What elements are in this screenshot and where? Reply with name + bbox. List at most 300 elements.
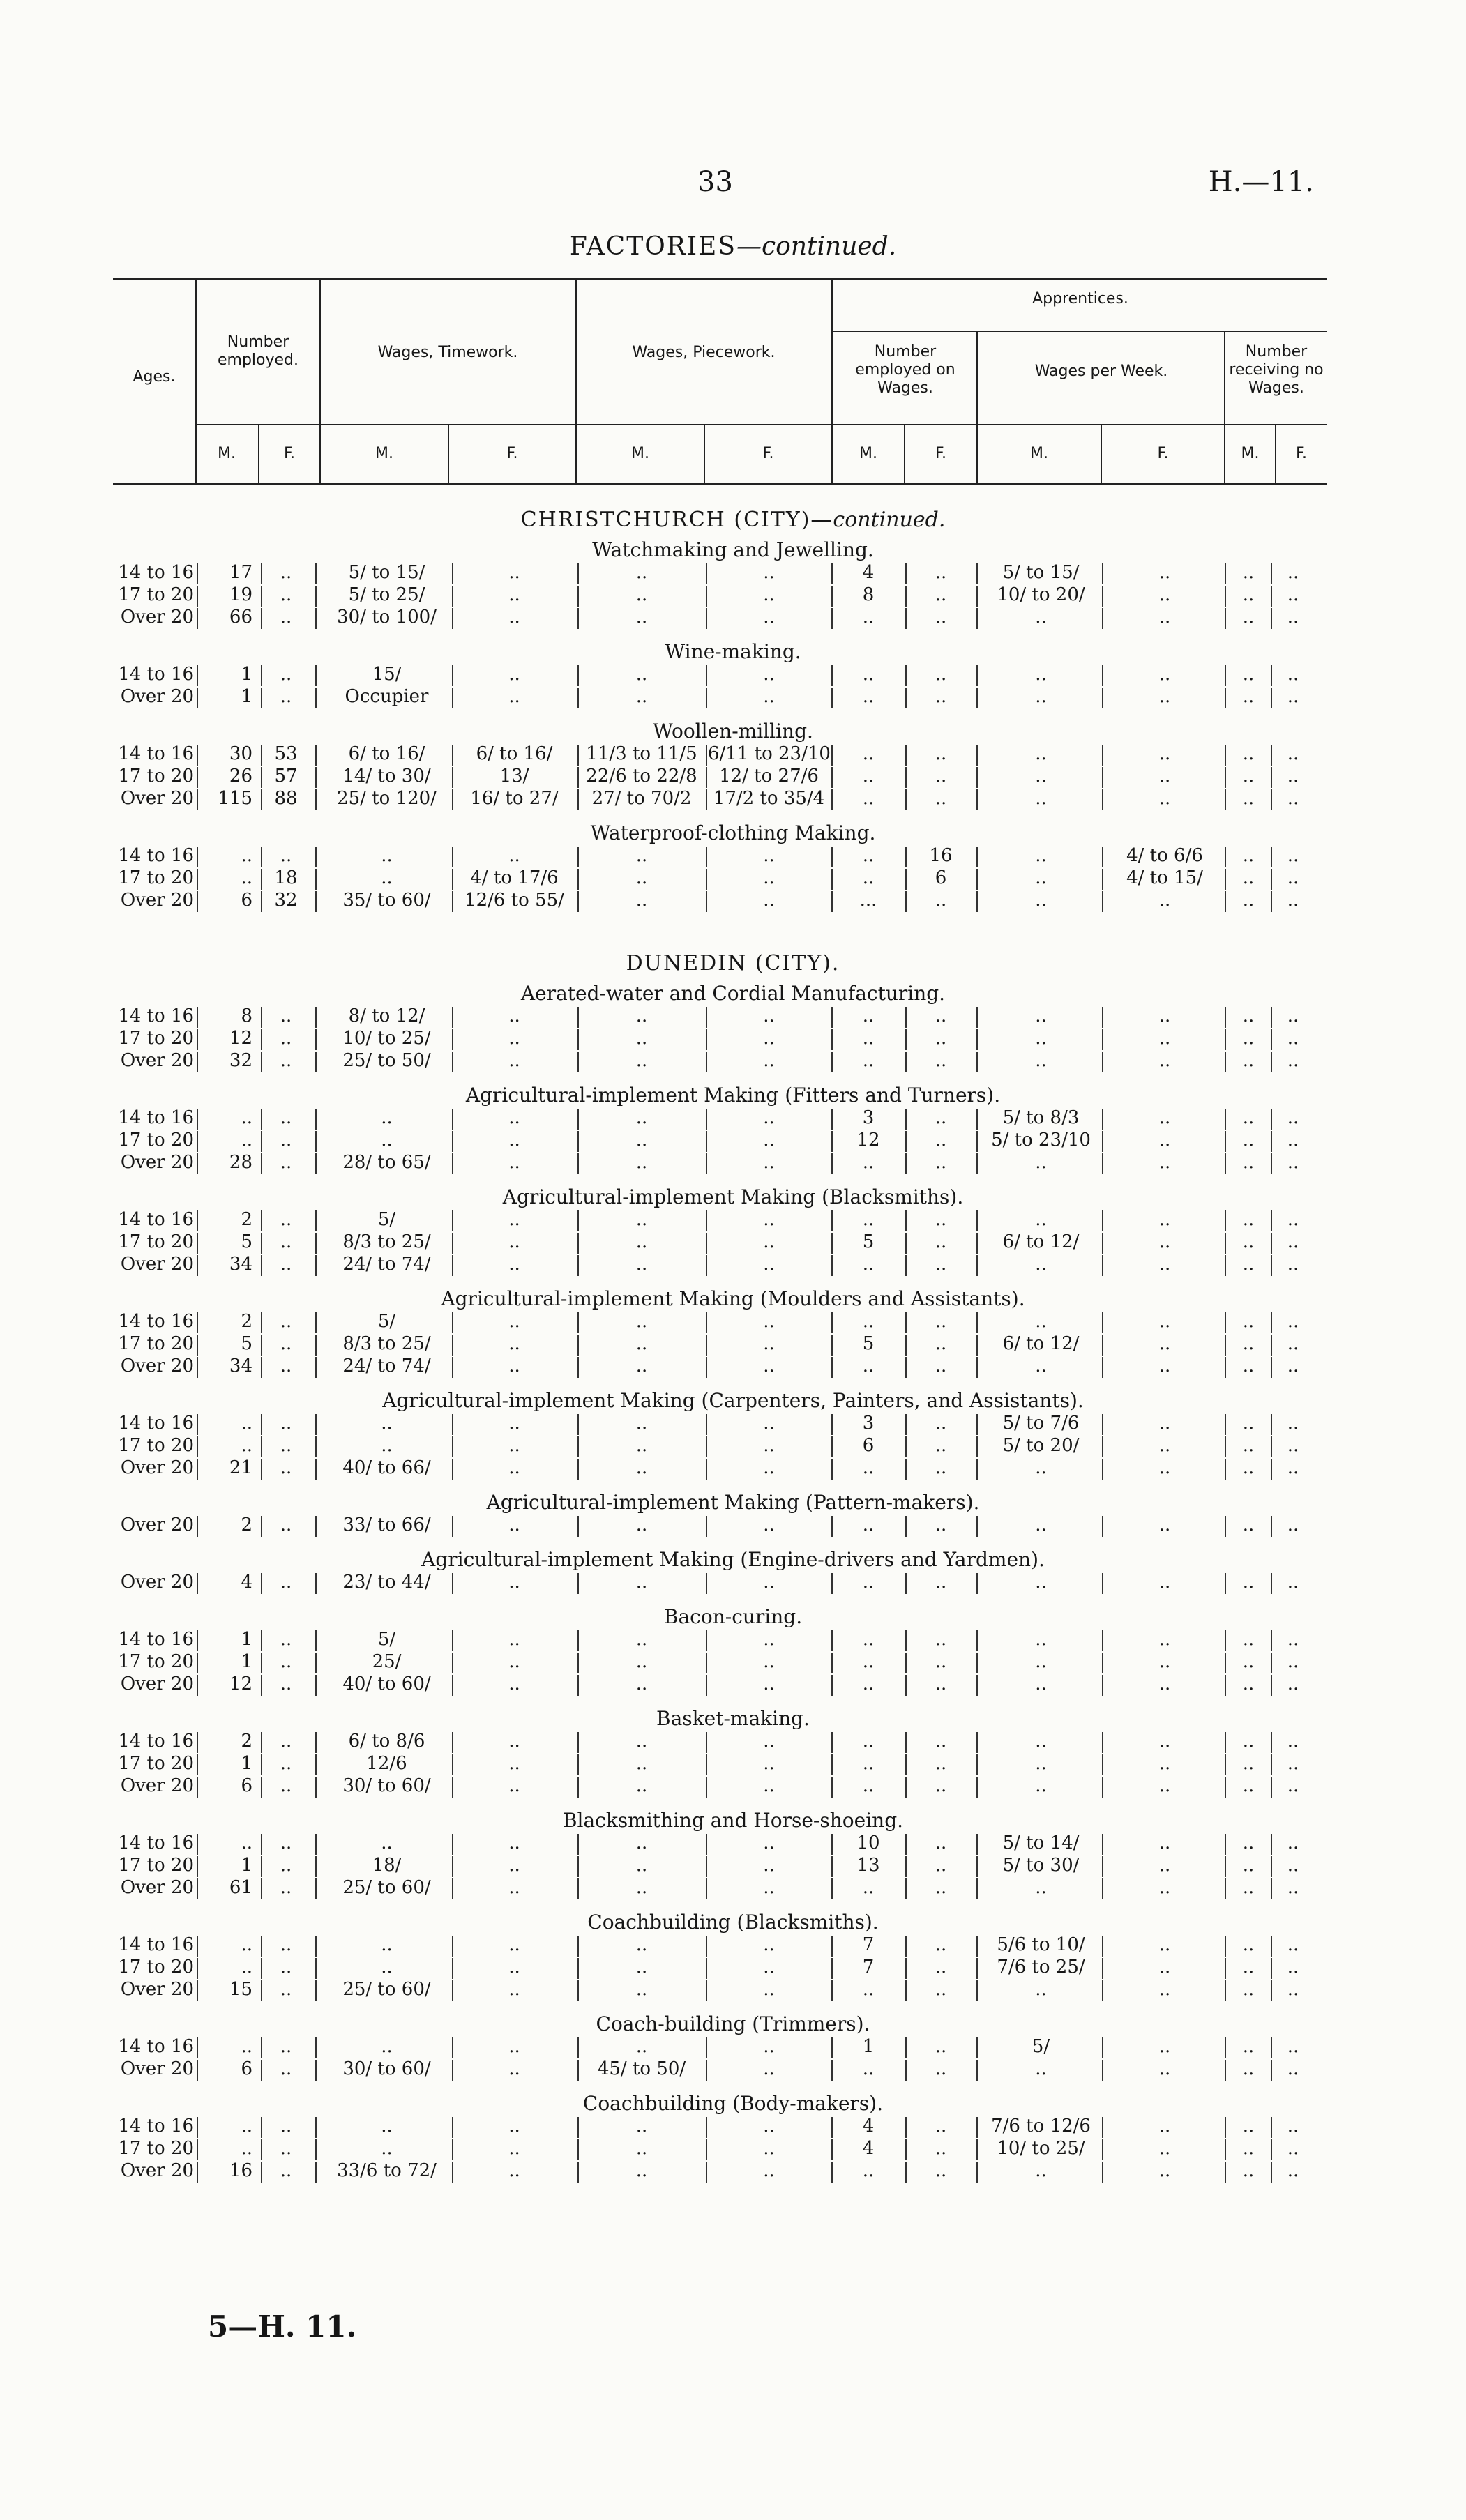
col-apprentices-wages-per-week: Wages per Week. (1034, 363, 1168, 380)
section-heading-text: Woollen-milling. (653, 720, 813, 743)
column-rule (315, 1312, 317, 1333)
cell-number-male: 8 (241, 1005, 252, 1026)
cell-age: Over 20 (120, 1152, 194, 1173)
column-rule (261, 1653, 262, 1673)
column-rule (452, 1335, 453, 1356)
cell-apprentices-female: .. (935, 766, 947, 787)
column-rule (1102, 1573, 1103, 1594)
column-rule (976, 1335, 978, 1356)
cell-piecework-female: .. (763, 664, 775, 685)
cell-timework-female: .. (508, 1435, 520, 1456)
cell-age: 14 to 16 (118, 664, 194, 685)
section-heading-text: Agricultural-implement Making (Pattern-makers). (486, 1491, 980, 1514)
column-rule (452, 1109, 453, 1130)
cell-apprentice-wages-female: .. (1158, 1413, 1171, 1434)
cell-piecework-male: .. (635, 1152, 648, 1173)
table-row (0, 1651, 1466, 1673)
cell-apprentices-female: .. (935, 2036, 947, 2057)
column-rule (905, 1052, 907, 1072)
column-rule (1102, 1653, 1103, 1673)
column-rule (261, 869, 262, 890)
column-rule (1225, 665, 1226, 686)
column-rule (452, 767, 453, 788)
cell-piecework-female: .. (763, 890, 775, 911)
column-rule (706, 1573, 707, 1594)
column-rule (1271, 1653, 1272, 1673)
column-rule (197, 1878, 198, 1899)
cell-apprentices-male: 7 (862, 1934, 875, 1955)
cell-timework-female: .. (508, 1753, 520, 1774)
column-rule (315, 891, 317, 912)
column-rule (1271, 1516, 1272, 1537)
cell-apprentices-female: .. (935, 1231, 947, 1252)
cell-number-male: .. (241, 2116, 252, 2136)
cell-no-wages-male: .. (1242, 1673, 1255, 1694)
column-rule (1102, 789, 1103, 810)
cell-apprentice-wages-male: .. (1035, 1209, 1047, 1230)
column-rule (452, 586, 453, 607)
column-rule (1225, 1153, 1226, 1174)
column-rule (261, 767, 262, 788)
cell-apprentice-wages-male: 6/ to 12/ (1002, 1231, 1080, 1252)
cell-apprentice-wages-female: .. (1158, 664, 1171, 685)
cell-apprentices-female: .. (935, 664, 947, 685)
cell-number-male: 6 (241, 1775, 252, 1796)
cell-piecework-male: .. (635, 584, 648, 605)
column-rule (1271, 2162, 1272, 2183)
column-rule (577, 847, 579, 867)
cell-no-wages-male: .. (1242, 1152, 1255, 1173)
cell-piecework-female: .. (763, 1673, 775, 1694)
column-rule (1225, 1357, 1226, 1378)
section-heading-text: DUNEDIN (CITY). (626, 951, 840, 976)
column-rule (706, 563, 707, 584)
column-rule (315, 688, 317, 708)
column-rule (197, 1459, 198, 1480)
column-rule (905, 1459, 907, 1480)
cell-number-male: 1 (241, 1855, 252, 1876)
column-rule (261, 1936, 262, 1957)
cell-apprentices-female: .. (935, 686, 947, 707)
column-rule (706, 847, 707, 867)
cell-age: Over 20 (120, 1254, 194, 1275)
cell-timework-male: 33/6 to 72/ (337, 2160, 437, 2181)
table-row (0, 1629, 1466, 1651)
column-rule (1271, 1459, 1272, 1480)
section-heading (0, 1809, 1466, 1832)
column-rule (905, 1007, 907, 1028)
cell-apprentices-female: .. (935, 607, 947, 628)
cell-apprentice-wages-female: .. (1158, 1130, 1171, 1151)
cell-number-female: .. (280, 562, 292, 583)
cell-no-wages-male: .. (1242, 2036, 1255, 2057)
column-rule (831, 1312, 833, 1333)
cell-number-male: 6 (241, 2058, 252, 2079)
cell-timework-male: 5/ to 15/ (348, 562, 425, 583)
column-rule (706, 1732, 707, 1753)
column-rule (577, 1732, 579, 1753)
cell-piecework-female: .. (763, 686, 775, 707)
column-rule (1271, 665, 1272, 686)
cell-age: 17 to 20 (118, 1333, 194, 1354)
column-rule (1225, 1233, 1226, 1254)
cell-piecework-female: .. (763, 562, 775, 583)
cell-no-wages-female: .. (1287, 1254, 1299, 1275)
column-rule (1271, 1573, 1272, 1594)
section-heading-text: Agricultural-implement Making (Moulders and Assistants). (441, 1287, 1025, 1310)
table-row (0, 1855, 1466, 1877)
cell-apprentice-wages-male: .. (1035, 1515, 1047, 1535)
column-rule (197, 1732, 198, 1753)
cell-no-wages-female: .. (1287, 1629, 1299, 1650)
footer-reference: 5—H. 11. (208, 2309, 357, 2344)
cell-timework-male: 24/ to 74/ (342, 1356, 431, 1376)
column-rule (197, 1414, 198, 1435)
column-rule (197, 847, 198, 867)
cell-apprentices-male: 6 (862, 1435, 875, 1456)
column-rule (197, 608, 198, 629)
column-rule (315, 2060, 317, 2081)
cell-apprentice-wages-male: 5/ (1032, 2036, 1050, 2057)
cell-timework-male: 5/ (377, 1629, 396, 1650)
cell-apprentice-wages-male: .. (1035, 1457, 1047, 1478)
column-rule (831, 1732, 833, 1753)
column-rule (905, 1516, 907, 1537)
cell-no-wages-female: .. (1287, 1877, 1299, 1898)
cell-number-male: .. (241, 867, 252, 888)
column-rule (315, 1029, 317, 1050)
column-rule (976, 1029, 978, 1050)
cell-number-female: .. (280, 1877, 292, 1898)
cell-no-wages-female: .. (1287, 1028, 1299, 1049)
column-rule (1271, 1131, 1272, 1152)
cell-number-male: .. (241, 1107, 252, 1128)
column-rule (261, 1335, 262, 1356)
section-heading-text: Agricultural-implement Making (Fitters and Turners). (465, 1084, 1001, 1107)
column-rule (706, 789, 707, 810)
column-rule (1102, 1834, 1103, 1855)
column-rule (315, 2139, 317, 2160)
cell-timework-female: .. (508, 1775, 520, 1796)
table-row (0, 1515, 1466, 1537)
sub-f: F. (935, 445, 947, 462)
column-rule (577, 1414, 579, 1435)
cell-timework-male: 30/ to 100/ (337, 607, 437, 628)
cell-no-wages-female: .. (1287, 1832, 1299, 1853)
column-rule (1102, 1414, 1103, 1435)
column-rule (976, 1980, 978, 2001)
column-rule (261, 1675, 262, 1696)
section-heading (0, 982, 1466, 1005)
cell-timework-male: 5/ to 25/ (348, 584, 425, 605)
column-rule (1225, 1436, 1226, 1457)
cell-apprentices-male: .. (862, 1457, 875, 1478)
cell-no-wages-female: .. (1287, 1413, 1299, 1434)
cell-apprentices-male: .. (862, 1877, 875, 1898)
column-rule (831, 608, 833, 629)
column-rule (706, 1653, 707, 1673)
cell-no-wages-female: .. (1287, 1209, 1299, 1230)
cell-apprentice-wages-male: 7/6 to 12/6 (991, 2116, 1091, 2136)
column-rule (831, 1777, 833, 1798)
column-rule (1271, 1109, 1272, 1130)
cell-no-wages-male: .. (1242, 766, 1255, 787)
column-rule (197, 665, 198, 686)
cell-timework-female: 4/ to 17/6 (470, 867, 559, 888)
column-rule (452, 1436, 453, 1457)
column-rule (1102, 1459, 1103, 1480)
column-rule (1102, 891, 1103, 912)
column-rule (315, 1459, 317, 1480)
cell-no-wages-male: .. (1242, 1231, 1255, 1252)
cell-number-female: .. (280, 2138, 292, 2159)
column-rule (976, 1936, 978, 1957)
column-rule (831, 1153, 833, 1174)
title-main: FACTORIES (569, 232, 736, 261)
column-rule (1225, 1777, 1226, 1798)
column-rule (1102, 847, 1103, 867)
cell-number-male: 17 (229, 562, 252, 583)
cell-piecework-female: .. (763, 2138, 775, 2159)
section-heading-text: Blacksmithing and Horse-shoeing. (562, 1809, 904, 1832)
cell-apprentice-wages-male: 5/ to 15/ (1002, 562, 1080, 583)
column-rule (261, 1754, 262, 1775)
cell-apprentices-female: .. (935, 1731, 947, 1752)
column-rule (706, 1131, 707, 1152)
column-rule (261, 1958, 262, 1979)
section-heading (0, 1911, 1466, 1934)
column-rule (706, 1675, 707, 1696)
column-rule (905, 1754, 907, 1775)
cell-piecework-male: .. (635, 1413, 648, 1434)
column-rule (1271, 767, 1272, 788)
column-rule (831, 1131, 833, 1152)
column-rule (1271, 1834, 1272, 1855)
cell-age: 14 to 16 (118, 845, 194, 866)
table-row (0, 686, 1466, 708)
column-rule (197, 1516, 198, 1537)
column-rule (976, 688, 978, 708)
cell-number-male: .. (241, 1435, 252, 1456)
column-rule (577, 1516, 579, 1537)
cell-no-wages-female: .. (1287, 1855, 1299, 1876)
cell-timework-female: .. (508, 686, 520, 707)
column-rule (261, 1052, 262, 1072)
cell-timework-male: .. (381, 1934, 393, 1955)
cell-no-wages-male: .. (1242, 1515, 1255, 1535)
table-row (0, 743, 1466, 766)
cell-no-wages-female: .. (1287, 1130, 1299, 1151)
cell-apprentices-female: .. (935, 2116, 947, 2136)
column-rule (452, 1007, 453, 1028)
cell-apprentices-female: .. (935, 1435, 947, 1456)
column-rule (905, 1675, 907, 1696)
column-rule (452, 1052, 453, 1072)
col-ages: Ages. (133, 368, 176, 386)
cell-no-wages-male: .. (1242, 1333, 1255, 1354)
cell-timework-male: 28/ to 65/ (342, 1152, 431, 1173)
column-rule (261, 1255, 262, 1276)
column-rule (1225, 1335, 1226, 1356)
cell-no-wages-male: .. (1242, 845, 1255, 866)
cell-apprentices-female: .. (935, 2138, 947, 2159)
cell-piecework-male: .. (635, 1254, 648, 1275)
column-rule (452, 1255, 453, 1276)
title-suffix: —continued. (736, 232, 897, 261)
cell-no-wages-female: .. (1287, 1050, 1299, 1071)
column-rule (197, 1131, 198, 1152)
column-rule (315, 1109, 317, 1130)
column-rule (261, 688, 262, 708)
cell-apprentice-wages-male: .. (1035, 766, 1047, 787)
cell-timework-female: .. (508, 1231, 520, 1252)
column-rule (452, 745, 453, 766)
cell-age: 14 to 16 (118, 1832, 194, 1853)
table-row (0, 1005, 1466, 1028)
cell-age: 14 to 16 (118, 1934, 194, 1955)
column-rule (315, 1675, 317, 1696)
cell-piecework-male: .. (635, 1107, 648, 1128)
cell-apprentice-wages-male: .. (1035, 1311, 1047, 1332)
column-rule (261, 608, 262, 629)
section-heading (0, 1287, 1466, 1310)
column-rule (976, 563, 978, 584)
cell-age: 17 to 20 (118, 2138, 194, 2159)
cell-age: 14 to 16 (118, 1311, 194, 1332)
cell-piecework-male: .. (635, 664, 648, 685)
column-rule (831, 1573, 833, 1594)
column-rule (905, 1436, 907, 1457)
city-heading (0, 951, 1466, 976)
cell-piecework-male: 45/ to 50/ (597, 2058, 686, 2079)
column-rule (905, 1131, 907, 1152)
column-rule (1102, 1436, 1103, 1457)
column-rule (452, 1732, 453, 1753)
column-rule (1225, 1414, 1226, 1435)
cell-apprentice-wages-male: 10/ to 20/ (997, 584, 1085, 605)
column-rule (1102, 2117, 1103, 2138)
column-rule (905, 869, 907, 890)
cell-apprentice-wages-male: .. (1035, 1775, 1047, 1796)
cell-apprentices-male: .. (862, 2058, 875, 2079)
cell-number-male: .. (241, 2138, 252, 2159)
cell-apprentice-wages-male: 5/ to 7/6 (1002, 1413, 1080, 1434)
cell-apprentices-female: .. (935, 1152, 947, 1173)
column-rule (905, 1153, 907, 1174)
cell-apprentice-wages-male: .. (1035, 2058, 1047, 2079)
cell-no-wages-male: .. (1242, 1457, 1255, 1478)
column-rule (706, 767, 707, 788)
cell-no-wages-male: .. (1242, 686, 1255, 707)
cell-apprentices-male: .. (862, 1979, 875, 2000)
cell-no-wages-female: .. (1287, 743, 1299, 764)
cell-piecework-male: .. (635, 1356, 648, 1376)
column-rule (577, 745, 579, 766)
column-rule (1225, 608, 1226, 629)
column-rule (706, 1357, 707, 1378)
column-rule (976, 1834, 978, 1855)
cell-timework-female: .. (508, 584, 520, 605)
cell-number-male: .. (241, 2036, 252, 2057)
cell-number-male: 26 (229, 766, 252, 787)
cell-number-female: .. (280, 607, 292, 628)
column-rule (905, 1029, 907, 1050)
column-rule (1225, 586, 1226, 607)
cell-piecework-male: .. (635, 1673, 648, 1694)
cell-number-female: .. (280, 1028, 292, 1049)
cell-age: Over 20 (120, 607, 194, 628)
cell-no-wages-male: .. (1242, 1130, 1255, 1151)
cell-piecework-male: 22/6 to 22/8 (586, 766, 697, 787)
cell-no-wages-female: .. (1287, 845, 1299, 866)
cell-number-female: .. (280, 1413, 292, 1434)
column-rule (261, 1153, 262, 1174)
cell-no-wages-male: .. (1242, 1855, 1255, 1876)
cell-apprentice-wages-female: .. (1158, 1832, 1171, 1853)
cell-no-wages-male: .. (1242, 1209, 1255, 1230)
cell-no-wages-male: .. (1242, 867, 1255, 888)
column-rule (1225, 847, 1226, 867)
cell-age: Over 20 (120, 1572, 194, 1593)
column-rule (905, 1856, 907, 1877)
cell-piecework-female: .. (763, 2058, 775, 2079)
cell-no-wages-male: .. (1242, 743, 1255, 764)
cell-apprentice-wages-female: .. (1158, 1731, 1171, 1752)
table-row (0, 1957, 1466, 1979)
column-rule (197, 2139, 198, 2160)
column-rule (577, 2060, 579, 2081)
table-row (0, 1435, 1466, 1457)
cell-piecework-female: .. (763, 1005, 775, 1026)
cell-piecework-male: 11/3 to 11/5 (586, 743, 697, 764)
cell-apprentices-female: .. (935, 1855, 947, 1876)
column-rule (1225, 1573, 1226, 1594)
cell-piecework-female: 17/2 to 35/4 (713, 788, 825, 809)
cell-number-male: 19 (229, 584, 252, 605)
cell-apprentices-male: .. (862, 867, 875, 888)
column-rule (1225, 2037, 1226, 2058)
column-rule (1271, 869, 1272, 890)
cell-timework-female: .. (508, 1254, 520, 1275)
column-rule (577, 1312, 579, 1333)
cell-timework-male: 24/ to 74/ (342, 1254, 431, 1275)
column-rule (452, 1516, 453, 1537)
column-rule (315, 767, 317, 788)
column-rule (1225, 1210, 1226, 1231)
column-rule (1102, 1335, 1103, 1356)
cell-apprentice-wages-male: .. (1035, 1673, 1047, 1694)
cell-piecework-female: .. (763, 2036, 775, 2057)
cell-number-male: 6 (241, 890, 252, 911)
cell-age: Over 20 (120, 1877, 194, 1898)
column-rule (831, 1459, 833, 1480)
column-rule (706, 1516, 707, 1537)
column-rule (261, 1573, 262, 1594)
column-rule (1271, 1153, 1272, 1174)
cell-apprentice-wages-female: .. (1158, 1957, 1171, 1978)
cell-apprentices-male: .. (862, 1254, 875, 1275)
sub-m: M. (218, 445, 236, 462)
column-rule (1102, 1630, 1103, 1651)
column-rule (905, 1414, 907, 1435)
column-rule (976, 1210, 978, 1231)
cell-piecework-male: .. (635, 1231, 648, 1252)
column-rule (976, 1630, 978, 1651)
table-row (0, 562, 1466, 584)
cell-age: 14 to 16 (118, 1731, 194, 1752)
column-rule (315, 1573, 317, 1594)
cell-piecework-female: .. (763, 1209, 775, 1230)
